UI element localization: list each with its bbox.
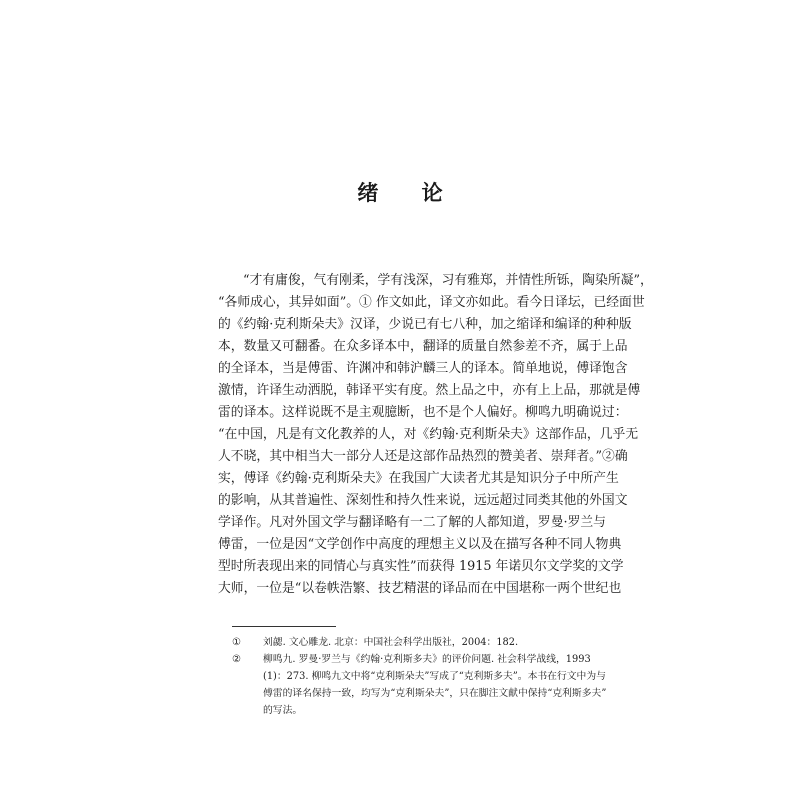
footnote-line: (1)：273. 柳鸣九文中将“克利斯朵夫”写成了“克利斯多夫”。本书在行文中为与 [263, 671, 606, 682]
footnote-2 [232, 651, 612, 719]
body-line: 傅雷，一位是因“文学创作中高度的理想主义以及在描写各种不同人物典 [218, 537, 622, 552]
body-line: 本，数量又可翻番。在众多译本中，翻译的质量自然参差不齐，属于上品 [218, 339, 628, 354]
footnote-line: 的写法。 [263, 705, 303, 716]
body-line: “在中国，凡是有文化教养的人，对《约翰·克利斯朵夫》这部作品，几乎无 [218, 427, 639, 442]
body-line: 人不晓，其中相当大一部分人还是这部作品热烈的赞美者、崇拜者。”②确 [218, 449, 628, 464]
footnote-line: 刘勰. 文心雕龙. 北京：中国社会科学出版社，2004：182. [263, 637, 519, 648]
footnote-line: 柳鸣九. 罗曼·罗兰与《约翰·克利斯多夫》的评价问题. 社会科学战线，1993 [263, 654, 591, 665]
body-line: 雷的译本。这样说既不是主观臆断，也不是个人偏好。柳鸣九明确说过： [218, 405, 628, 420]
body-line: 激情，许译生动洒脱，韩译平实有度。然上品之中，亦有上上品，那就是傅 [218, 383, 641, 398]
body-line: “各师成心，其异如面”。① 作文如此，译文亦如此。看今日译坛，已经面世 [218, 295, 645, 310]
body-line: 学译作。凡对外国文学与翻译略有一二了解的人都知道，罗曼·罗兰与 [218, 515, 606, 530]
body-line: 大师，一位是“以卷帙浩繁、技艺精湛的译品而在中国堪称一两个世纪也 [218, 581, 622, 596]
body-line: 的《约翰·克利斯朵夫》汉译，少说已有七八种，加之缩译和编译的种种版 [218, 317, 632, 332]
body-text [218, 270, 653, 600]
footnotes [232, 634, 612, 719]
body-line: 的影响，从其普遍性、深刻性和持久性来说，远远超过同类其他的外国文 [218, 493, 628, 508]
body-line: 型时所表现出来的同情心与真实性”而获得 1915 年诺贝尔文学奖的文学 [218, 559, 624, 574]
footnote-marker: ① [232, 637, 241, 648]
chapter-title: 绪 论 [357, 181, 461, 205]
body-line: 实，傅译《约翰·克利斯朵夫》在我国广大读者尤其是知识分子中所产生 [218, 471, 619, 486]
body-line: “才有庸俊，气有刚柔，学有浅深，习有雅郑，并情性所铄，陶染所凝”， [243, 273, 653, 288]
body-line: 的全译本，当是傅雷、许渊冲和韩沪麟三人的译本。简单地说，傅译饱含 [218, 361, 628, 376]
footnote-line: 傅雷的译名保持一致，均写为“克利斯朵夫”，只在脚注文献中保持“克利斯多夫” [263, 688, 607, 699]
footnote-1 [232, 634, 612, 651]
footnote-divider [232, 626, 336, 627]
footnote-marker: ② [232, 654, 241, 665]
